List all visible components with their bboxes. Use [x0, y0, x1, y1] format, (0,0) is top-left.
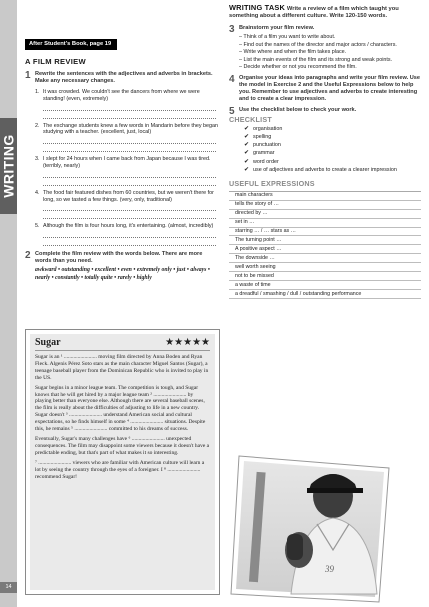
exercise-number: 4: [229, 74, 235, 86]
item-number: 4.: [35, 189, 40, 196]
item-number: 3.: [35, 156, 40, 163]
checklist-item[interactable]: [243, 150, 421, 157]
expression-item: well worth seeing: [229, 263, 421, 272]
review-paragraph: Sugar is an ¹ ........................ moving film directed by Anna Boden and Ryan Fleck. Algenis Pérez Soto stars as the main character Miguel Santos (Sugar), a teenage baseball player from the Dominican Republic who is invited to play in the US.: [35, 354, 209, 381]
expression-item: not to be missed: [229, 272, 421, 281]
exercise-instruction: Brainstorm your film review.: [239, 25, 315, 32]
check-icon: ✔: [244, 134, 250, 141]
expressions-list: [229, 191, 421, 300]
exercise-item: [35, 156, 220, 170]
exercise-item: [35, 89, 220, 103]
exercise-number: 3: [229, 24, 235, 36]
exercise-2: [25, 251, 220, 282]
right-column: [229, 0, 421, 299]
expression-item: directed by …: [229, 210, 421, 219]
checklist-item[interactable]: [243, 159, 421, 166]
checklist-label: grammar: [253, 150, 275, 157]
sidebar-label-text: WRITING: [0, 134, 17, 198]
expression-item: starring … / … stars as …: [229, 228, 421, 237]
review-paragraph: Sugar begins in a minor league team. The competition is tough, and Sugar knows that he will get hired by a major league team ² ........................ by playing better than everyone else. Although there are several baseball scenes, the film is really about the difficulties of adjusting to life in a new country. Sugar doesn't ³ ........................ understand American social and cultural expectations, so he finds himself in some ⁴ ........................ situations. Despite this, he remains ⁵ ........................ committed to his dreams of success.: [35, 384, 206, 433]
exercise-number: 5: [229, 106, 235, 118]
exercise-1: [25, 71, 220, 246]
checklist-item[interactable]: [243, 126, 421, 133]
list-item: – Think of a film you want to write about.: [239, 34, 336, 41]
page-number: 14: [0, 582, 17, 593]
answer-line[interactable]: [43, 203, 216, 211]
sidebar-strip: [0, 0, 17, 607]
answer-line[interactable]: [43, 111, 216, 119]
word-bank: awkward • outstanding • excellent • even • extremely only • just • always • nearly • constantly • totally quite • rarely • highly: [35, 267, 210, 281]
film-review-content: [30, 334, 215, 590]
checklist-title: CHECKLIST: [229, 115, 272, 125]
exercise-instruction: Use the checklist below to check your work.: [239, 107, 357, 114]
expression-item: A positive aspect …: [229, 245, 421, 254]
checklist-label: use of adjectives and adverbs to create a clearer impression: [253, 166, 397, 173]
checklist-label: spelling: [253, 134, 272, 141]
exercise-4: [229, 75, 421, 103]
item-text: It was crowded. We couldn't see the dancers from where we were standing! (even, extremely): [43, 89, 200, 102]
exercise-instruction: Complete the film review with the words below. There are more words than you need.: [35, 251, 203, 265]
film-review-box: [25, 329, 220, 595]
answer-line[interactable]: [43, 170, 216, 178]
item-number: 1.: [35, 89, 40, 95]
check-icon: ✔: [244, 166, 250, 173]
check-icon: ✔: [244, 125, 250, 132]
answer-line[interactable]: [43, 144, 216, 152]
review-title: Sugar: [35, 337, 61, 348]
expression-item: tells the story of …: [229, 201, 421, 210]
star-rating: ★★★★★: [165, 337, 210, 348]
answer-line[interactable]: [43, 178, 216, 186]
exercise-item: [35, 190, 220, 204]
item-text: Although the film is four hours long, it's entertaining. (almost, incredibly): [43, 223, 214, 230]
writing-task: [229, 4, 421, 20]
exercise-item: [35, 123, 220, 137]
answer-line[interactable]: [43, 136, 216, 144]
answer-line[interactable]: [43, 230, 216, 238]
list-item: – List the main events of the film and its strong and weak points.: [239, 56, 393, 63]
answer-line[interactable]: [43, 238, 216, 246]
baseball-player-photo: [229, 454, 397, 604]
review-paragraph: Eventually, Sugar's many challenges have ⁶ ........................ unexpected consequences. The film may disappoint some viewers because it doesn't have a predictable ending, but that's part of what makes it so interesting.: [35, 435, 210, 456]
exercise-3: [229, 25, 421, 71]
left-column: [25, 32, 220, 282]
expression-item: a waste of time: [229, 281, 421, 290]
expression-item: The turning point …: [229, 236, 421, 245]
checklist-items: [229, 126, 421, 174]
checklist-item[interactable]: [243, 142, 421, 149]
item-number: 2.: [35, 122, 40, 129]
review-paragraph: ⁷ ........................ viewers who are familiar with American culture will learn a lot by seeing the country through the eyes of a foreigner. I ⁸ ........................ recommend Sugar!: [35, 459, 205, 480]
brainstorm-list: [239, 34, 421, 71]
item-number: 5.: [35, 223, 40, 230]
item-text: I slept for 24 hours when I came back from Japan because I was tired. (terribly, nearly): [43, 156, 211, 169]
checklist-label: organisation: [253, 125, 283, 132]
checklist-item[interactable]: [243, 167, 421, 174]
useful-expressions: [229, 179, 421, 300]
source-badge: After Student's Book, page 19: [25, 39, 117, 50]
item-text: The food fair featured dishes from 60 countries, but we weren't there for long, so we tasted a few things. (very, only, traditional): [43, 189, 214, 203]
expression-item: The downside …: [229, 254, 421, 263]
exercise-item: [35, 223, 220, 230]
check-icon: ✔: [244, 150, 250, 157]
svg-text:39: 39: [325, 564, 334, 574]
expression-item: set in …: [229, 219, 421, 228]
list-item: – Find out the names of the director and major actors / characters.: [239, 41, 397, 48]
writing-task-text: Write a review of a film which taught you something about a different culture. Write 120-150 words.: [229, 6, 399, 20]
expression-item: a dreadful / smashing / dull / outstanding performance: [229, 290, 421, 299]
review-header: [35, 337, 210, 351]
expression-item: main characters: [229, 192, 421, 201]
exercise-number: 2: [25, 250, 31, 262]
check-icon: ✔: [244, 158, 250, 165]
writing-task-label: WRITING TASK: [229, 3, 286, 12]
checklist-label: word order: [253, 158, 279, 165]
answer-line[interactable]: [43, 211, 216, 219]
item-text: The exchange students knew a few words in Mandarin before they began studying with a teacher. (excellent, just, local): [43, 122, 219, 136]
list-item: – Decide whether or not you recommend the film.: [239, 64, 357, 71]
checklist: [229, 115, 421, 173]
checklist-label: punctuation: [253, 142, 281, 149]
check-icon: ✔: [244, 142, 250, 149]
checklist-item[interactable]: [243, 134, 421, 141]
exercise-instruction: Rewrite the sentences with the adjectives and adverbs in brackets. Make any necessary changes.: [35, 71, 213, 84]
section-title: A FILM REVIEW: [25, 57, 86, 66]
exercise-5: [229, 106, 421, 118]
expressions-title: USEFUL EXPRESSIONS: [229, 178, 315, 188]
exercise-instruction: Organise your ideas into paragraphs and write your film review. Use the model in Exercise 2 and the Useful Expressions below to help you. Remember to use adjectives and adverbs to create interesting and to create a clear impression.: [239, 75, 421, 103]
exercise-number: 1: [25, 70, 31, 81]
answer-line[interactable]: [43, 103, 216, 111]
list-item: – Write where and when the film takes place.: [239, 49, 347, 56]
